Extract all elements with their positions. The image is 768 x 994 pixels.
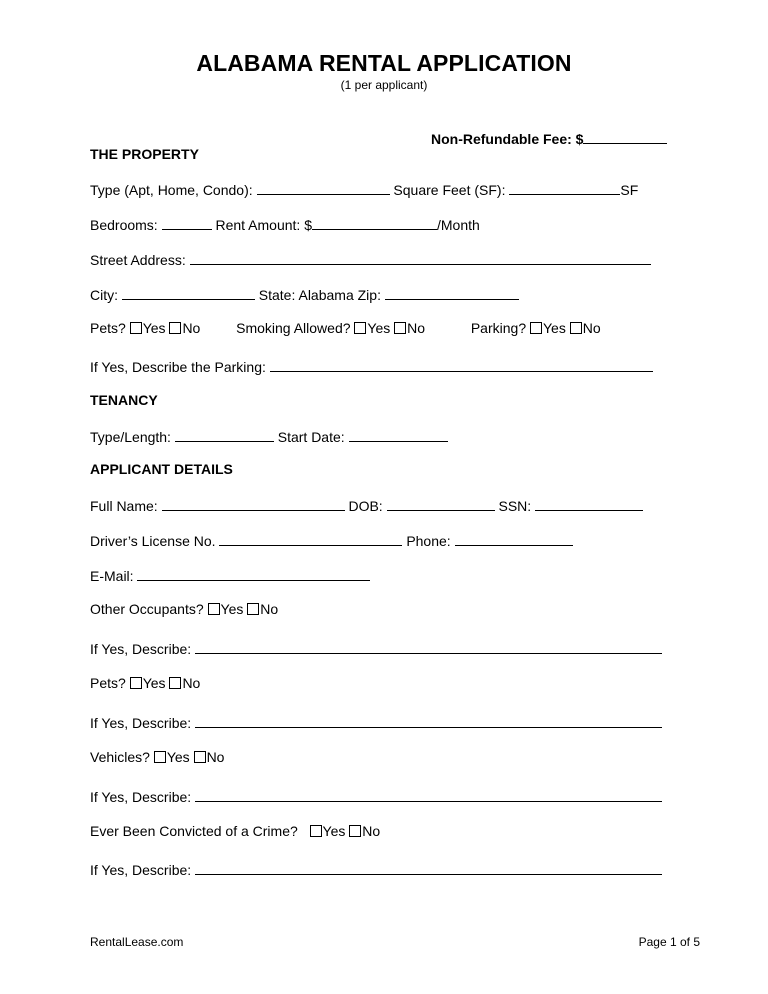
crime-row	[90, 823, 380, 839]
rent-field[interactable]	[312, 215, 437, 230]
smoking-label: Smoking Allowed?	[236, 320, 351, 336]
fee-field[interactable]	[583, 129, 667, 144]
name-dob-ssn-row	[90, 496, 643, 514]
smoking-yes-label: Yes	[367, 320, 391, 336]
start-date-field[interactable]	[349, 427, 448, 442]
sqft-label: Square Feet (SF):	[393, 182, 506, 198]
full-name-field[interactable]	[162, 496, 345, 511]
occupants-yes-label: Yes	[220, 601, 244, 617]
parking-label: Parking?	[470, 320, 527, 336]
parking-yes-checkbox[interactable]	[530, 322, 542, 334]
applicant-pets-row	[90, 675, 200, 691]
sqft-field[interactable]	[509, 180, 620, 195]
occupants-yes-checkbox[interactable]	[208, 603, 220, 615]
email-label: E-Mail:	[90, 568, 134, 584]
occupants-no-checkbox[interactable]	[247, 603, 259, 615]
pets-no-checkbox[interactable]	[169, 322, 181, 334]
type-length-field[interactable]	[175, 427, 274, 442]
bedrooms-field[interactable]	[162, 215, 212, 230]
applicant-pets-no-checkbox[interactable]	[169, 677, 181, 689]
parking-describe-field[interactable]	[270, 357, 653, 372]
city-field[interactable]	[122, 285, 255, 300]
document-subtitle: (1 per applicant)	[340, 78, 428, 92]
vehicles-yes-checkbox[interactable]	[154, 751, 166, 763]
section-heading-applicant: APPLICANT DETAILS	[90, 461, 233, 477]
smoking-no-checkbox[interactable]	[394, 322, 406, 334]
property-type-row	[90, 180, 638, 198]
crime-describe-field[interactable]	[195, 860, 662, 875]
bedrooms-label: Bedrooms:	[90, 217, 158, 233]
pets-smoking-parking-row	[90, 320, 601, 336]
pets-describe-field[interactable]	[195, 713, 662, 728]
license-phone-row	[90, 531, 573, 549]
city-state-zip-row	[90, 285, 519, 303]
start-date-label: Start Date:	[277, 429, 345, 445]
smoking-yes-checkbox[interactable]	[354, 322, 366, 334]
applicant-pets-no-label: No	[182, 675, 201, 691]
vehicles-label: Vehicles?	[90, 749, 150, 765]
pets-label: Pets?	[90, 320, 126, 336]
occupants-row	[90, 601, 278, 617]
crime-yes-checkbox[interactable]	[310, 825, 322, 837]
vehicles-no-checkbox[interactable]	[194, 751, 206, 763]
type-field[interactable]	[257, 180, 390, 195]
footer-site: RentalLease.com	[90, 935, 184, 949]
pets-no-label: No	[182, 320, 201, 336]
crime-no-label: No	[362, 823, 381, 839]
occupants-label: Other Occupants?	[90, 601, 204, 617]
crime-yes-label: Yes	[322, 823, 346, 839]
vehicles-row	[90, 749, 224, 765]
applicant-pets-yes-checkbox[interactable]	[130, 677, 142, 689]
vehicles-describe-label: If Yes, Describe:	[90, 789, 192, 805]
rent-label: Rent Amount: $	[215, 217, 312, 233]
ssn-label: SSN:	[498, 498, 532, 514]
license-field[interactable]	[219, 531, 402, 546]
crime-label: Ever Been Convicted of a Crime?	[90, 823, 298, 839]
dob-label: DOB:	[348, 498, 383, 514]
footer-page-number: Page 1 of 5	[638, 935, 700, 949]
crime-describe-label: If Yes, Describe:	[90, 862, 192, 878]
fee-label: Non-Refundable Fee: $	[431, 131, 584, 147]
dob-field[interactable]	[387, 496, 495, 511]
phone-label: Phone:	[406, 533, 451, 549]
street-field[interactable]	[190, 250, 651, 265]
street-row	[90, 250, 651, 268]
vehicles-yes-label: Yes	[166, 749, 190, 765]
rent-unit: /Month	[437, 217, 480, 233]
vehicles-describe-field[interactable]	[195, 787, 662, 802]
vehicles-describe-row	[90, 787, 662, 805]
pets-describe-row	[90, 713, 662, 731]
license-label: Driver’s License No.	[90, 533, 216, 549]
full-name-label: Full Name:	[90, 498, 158, 514]
document-title: ALABAMA RENTAL APPLICATION	[196, 50, 572, 76]
parking-no-checkbox[interactable]	[570, 322, 582, 334]
pets-yes-label: Yes	[142, 320, 166, 336]
pets-describe-label: If Yes, Describe:	[90, 715, 192, 731]
applicant-pets-yes-label: Yes	[142, 675, 166, 691]
type-length-label: Type/Length:	[90, 429, 171, 445]
occupants-describe-field[interactable]	[195, 639, 662, 654]
city-label: City:	[90, 287, 118, 303]
email-field[interactable]	[137, 566, 370, 581]
street-label: Street Address:	[90, 252, 186, 268]
type-label: Type (Apt, Home, Condo):	[90, 182, 253, 198]
tenancy-row	[90, 427, 448, 445]
ssn-field[interactable]	[535, 496, 643, 511]
section-heading-tenancy: TENANCY	[90, 392, 158, 408]
occupants-describe-label: If Yes, Describe:	[90, 641, 192, 657]
parking-yes-label: Yes	[543, 320, 566, 336]
phone-field[interactable]	[455, 531, 573, 546]
occupants-no-label: No	[260, 601, 279, 617]
zip-label: Zip:	[357, 287, 381, 303]
occupants-describe-row	[90, 639, 662, 657]
applicant-pets-label: Pets?	[90, 675, 126, 691]
fee-row	[431, 129, 667, 147]
pets-yes-checkbox[interactable]	[130, 322, 142, 334]
smoking-no-label: No	[407, 320, 426, 336]
bedrooms-rent-row	[90, 215, 480, 233]
email-row	[90, 566, 370, 584]
state-label: State: Alabama	[258, 287, 354, 303]
vehicles-no-label: No	[206, 749, 225, 765]
parking-describe-label: If Yes, Describe the Parking:	[90, 359, 266, 375]
crime-no-checkbox[interactable]	[349, 825, 361, 837]
sqft-unit: SF	[620, 182, 639, 198]
crime-describe-row	[90, 860, 662, 878]
parking-no-label: No	[582, 320, 601, 336]
zip-field[interactable]	[385, 285, 519, 300]
parking-describe-row	[90, 357, 653, 375]
section-heading-property: THE PROPERTY	[90, 146, 199, 162]
